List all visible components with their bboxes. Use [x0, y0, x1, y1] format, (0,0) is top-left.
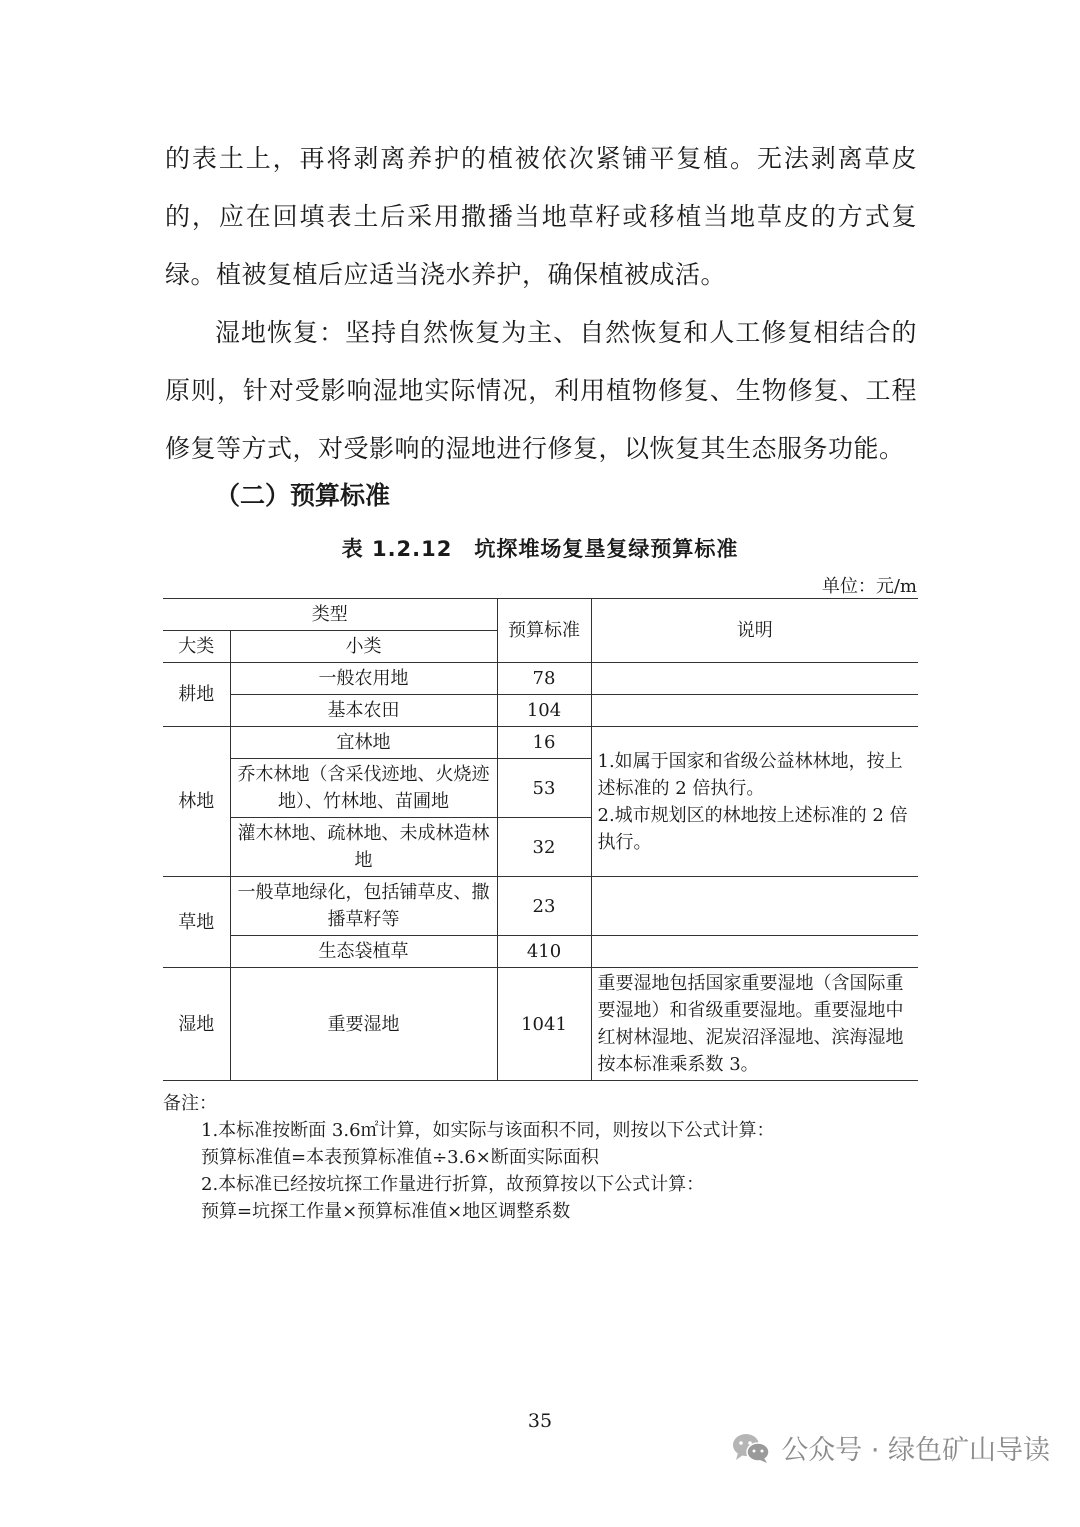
watermark-text: 公众号 · 绿色矿山导读 [781, 1435, 1050, 1466]
notes-cell [591, 663, 918, 695]
major-category: 草地 [163, 877, 230, 968]
remark-line: 2.本标准已经按坑探工作量进行折算，故预算按以下公式计算： [201, 1174, 705, 1195]
body-paragraph: 的表土上，再将剥离养护的植被依次紧铺平复植。无法剥离草皮的，应在回填表土后采用撒播当地草籽或移植当地草皮的方式复绿。植被复植后应适当浇水养护，确保植被成活。 [165, 144, 917, 289]
table-unit: 单位：元/m [821, 576, 917, 597]
table-header-row [163, 599, 918, 631]
budget-value: 410 [497, 936, 591, 968]
table-row [163, 663, 918, 695]
minor-category: 一般农用地 [230, 663, 497, 695]
table-row [163, 727, 918, 759]
budget-value: 32 [497, 818, 591, 877]
minor-category: 宜林地 [230, 727, 497, 759]
watermark [731, 1428, 1050, 1467]
minor-category: 生态袋植草 [230, 936, 497, 968]
budget-value: 104 [497, 695, 591, 727]
major-category: 湿地 [163, 968, 230, 1081]
header-minor: 小类 [230, 631, 497, 663]
wechat-icon [731, 1431, 771, 1465]
minor-category: 乔木林地（含采伐迹地、火烧迹地）、竹林地、苗圃地 [230, 759, 497, 818]
minor-category: 灌木林地、疏林地、未成林造林地 [230, 818, 497, 877]
budget-table [163, 598, 918, 1081]
remark-line: 1.本标准按断面 3.6㎡计算，如实际与该面积不同，则按以下公式计算： [201, 1120, 775, 1141]
minor-category: 重要湿地 [230, 968, 497, 1081]
major-category: 林地 [163, 727, 230, 877]
body-paragraph: 湿地恢复：坚持自然恢复为主、自然恢复和人工修复相结合的原则，针对受影响湿地实际情况，利用植物修复、生物修复、工程修复等方式，对受影响的湿地进行修复，以恢复其生态服务功能。 [165, 318, 917, 463]
minor-category: 一般草地绿化，包括铺草皮、撒播草籽等 [230, 877, 497, 936]
minor-category: 基本农田 [230, 695, 497, 727]
notes-cell: 重要湿地包括国家重要湿地（含国际重要湿地）和省级重要湿地。重要湿地中红树林湿地、泥炭沼泽湿地、滨海湿地按本标准乘系数 3。 [591, 968, 918, 1081]
budget-value: 78 [497, 663, 591, 695]
budget-value: 53 [497, 759, 591, 818]
notes-cell [591, 727, 918, 877]
table-row [163, 968, 918, 1081]
table-row [163, 877, 918, 936]
table-caption: 表 1.2.12 坑探堆场复垦复绿预算标准 [341, 537, 739, 561]
remark-line: 预算标准值=本表预算标准值÷3.6×断面实际面积 [201, 1147, 599, 1168]
notes-cell [591, 877, 918, 936]
remarks [163, 1090, 923, 1225]
forest-note-2: 2.城市规划区的林地按上述标准的 2 倍执行。 [597, 804, 908, 853]
table-row [163, 695, 918, 727]
section-heading: （二）预算标准 [215, 481, 391, 510]
header-type: 类型 [163, 599, 497, 631]
major-category: 耕地 [163, 663, 230, 727]
forest-note-1: 1.如属于国家和省级公益林林地，按上述标准的 2 倍执行。 [597, 750, 903, 799]
remarks-title: 备注： [163, 1093, 217, 1114]
remark-line: 预算=坑探工作量×预算标准值×地区调整系数 [201, 1201, 571, 1222]
page-number: 35 [527, 1410, 553, 1432]
budget-value: 1041 [497, 968, 591, 1081]
header-notes: 说明 [591, 599, 918, 663]
notes-cell [591, 695, 918, 727]
budget-value: 23 [497, 877, 591, 936]
table-row [163, 936, 918, 968]
header-major: 大类 [163, 631, 230, 663]
notes-cell [591, 936, 918, 968]
budget-value: 16 [497, 727, 591, 759]
header-budget: 预算标准 [497, 599, 591, 663]
